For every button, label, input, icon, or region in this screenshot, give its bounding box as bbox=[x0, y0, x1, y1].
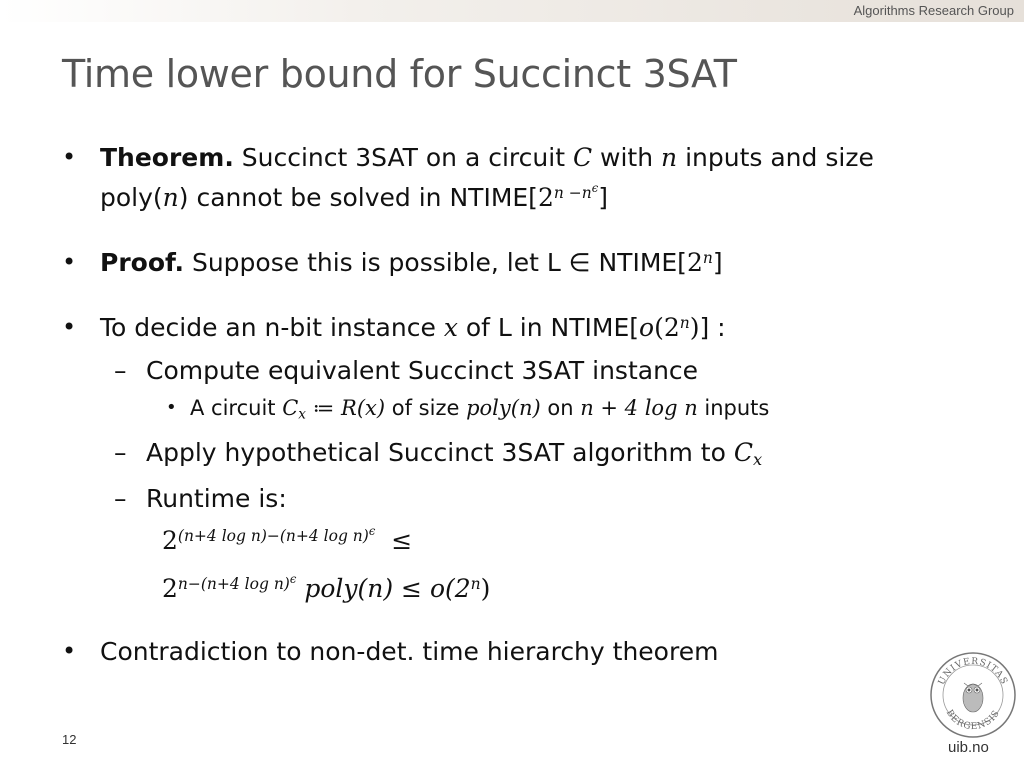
proof-text: Suppose this is possible, let L ∈ NTIME[ bbox=[184, 248, 687, 278]
theorem-text: Succinct 3SAT on a circuit bbox=[233, 143, 573, 172]
epsilon: ϵ bbox=[368, 523, 376, 538]
exp-text: n −n bbox=[553, 184, 592, 203]
runtime-eq-2 bbox=[62, 566, 962, 614]
epsilon: ϵ bbox=[591, 181, 599, 196]
math-base: (2 bbox=[654, 313, 680, 343]
decide-text: of L in NTIME[ bbox=[457, 313, 639, 343]
theorem-text: ] bbox=[598, 183, 609, 213]
math-base: 2 bbox=[537, 183, 554, 213]
svg-text:BERGENSIS: BERGENSIS bbox=[943, 708, 1003, 733]
arg-n: (n) bbox=[510, 396, 541, 421]
circuit-text: on bbox=[540, 396, 581, 421]
compute-item: – Compute equivalent Succinct 3SAT instance bbox=[62, 351, 962, 390]
footer-url: uib.no bbox=[948, 739, 989, 756]
var-r: R bbox=[341, 396, 357, 421]
header-bar bbox=[0, 0, 1024, 22]
var-n: n bbox=[162, 183, 179, 213]
math-exponent: n bbox=[470, 575, 481, 594]
decide-bullet bbox=[62, 308, 962, 351]
math-exponent bbox=[177, 523, 376, 546]
page-number: 12 bbox=[62, 732, 77, 747]
math-exponent: n bbox=[679, 314, 690, 333]
proof-text: ] bbox=[712, 248, 723, 278]
epsilon: ϵ bbox=[289, 572, 297, 587]
slide-title: Time lower bound for Succinct 3SAT bbox=[62, 52, 737, 96]
var-c: C bbox=[572, 143, 593, 172]
math-base: 2 bbox=[686, 248, 703, 278]
circuit-text: A circuit bbox=[190, 396, 283, 421]
math-exponent: n bbox=[702, 249, 713, 268]
slide-body bbox=[62, 138, 962, 671]
decide-text: ] : bbox=[699, 313, 726, 343]
exp-text: n−(n+4 log n) bbox=[177, 575, 290, 594]
poly-fn: poly bbox=[466, 396, 511, 421]
theorem-text: poly( bbox=[100, 183, 163, 213]
input-count: n + 4 log n bbox=[580, 396, 698, 421]
theorem-label: Theorem. bbox=[100, 143, 234, 172]
contradiction-bullet: • Contradiction to non-det. time hierarchy theorem bbox=[62, 632, 962, 671]
arg-x: (x) bbox=[356, 396, 386, 421]
apply-item bbox=[62, 433, 962, 479]
university-seal-logo bbox=[928, 650, 1018, 740]
subscript-x: x bbox=[298, 406, 306, 423]
math-close: ) bbox=[480, 573, 491, 603]
runtime-eq-1 bbox=[62, 518, 962, 566]
proof-label: Proof. bbox=[100, 248, 185, 278]
theorem-bullet bbox=[62, 138, 962, 221]
circuit-text: inputs bbox=[697, 396, 770, 421]
var-n: n bbox=[661, 143, 678, 172]
subscript-x: x bbox=[752, 449, 763, 469]
apply-text: Apply hypothetical Succinct 3SAT algorithm to bbox=[146, 437, 734, 467]
exp-text: (n+4 log n)−(n+4 log n) bbox=[177, 527, 369, 546]
little-o: o bbox=[639, 313, 655, 343]
theorem-text: with bbox=[592, 143, 662, 172]
math-base: 2 bbox=[162, 573, 178, 603]
math-exponent bbox=[553, 181, 599, 203]
var-x: x bbox=[443, 313, 458, 343]
leq-sign: ≤ bbox=[391, 525, 413, 555]
var-c: C bbox=[733, 437, 753, 467]
circuit-text: of size bbox=[385, 396, 467, 421]
runtime-item: – Runtime is: bbox=[62, 479, 962, 518]
proof-bullet bbox=[62, 243, 962, 286]
math-base: 2 bbox=[162, 525, 178, 555]
assign-op: ≔ bbox=[305, 396, 342, 421]
decide-text: To decide an n-bit instance bbox=[100, 313, 444, 343]
math-close: ) bbox=[689, 313, 700, 343]
theorem-text: inputs and size bbox=[677, 143, 874, 172]
circuit-item bbox=[62, 390, 962, 432]
theorem-text: ) cannot be solved in NTIME[ bbox=[178, 183, 538, 213]
poly-bound: poly(n) ≤ o(2 bbox=[304, 573, 471, 603]
var-c: C bbox=[282, 396, 299, 421]
math-exponent bbox=[177, 572, 297, 594]
svg-text:UNIVERSITAS: UNIVERSITAS bbox=[936, 656, 1010, 687]
group-label: Algorithms Research Group bbox=[853, 3, 1014, 18]
